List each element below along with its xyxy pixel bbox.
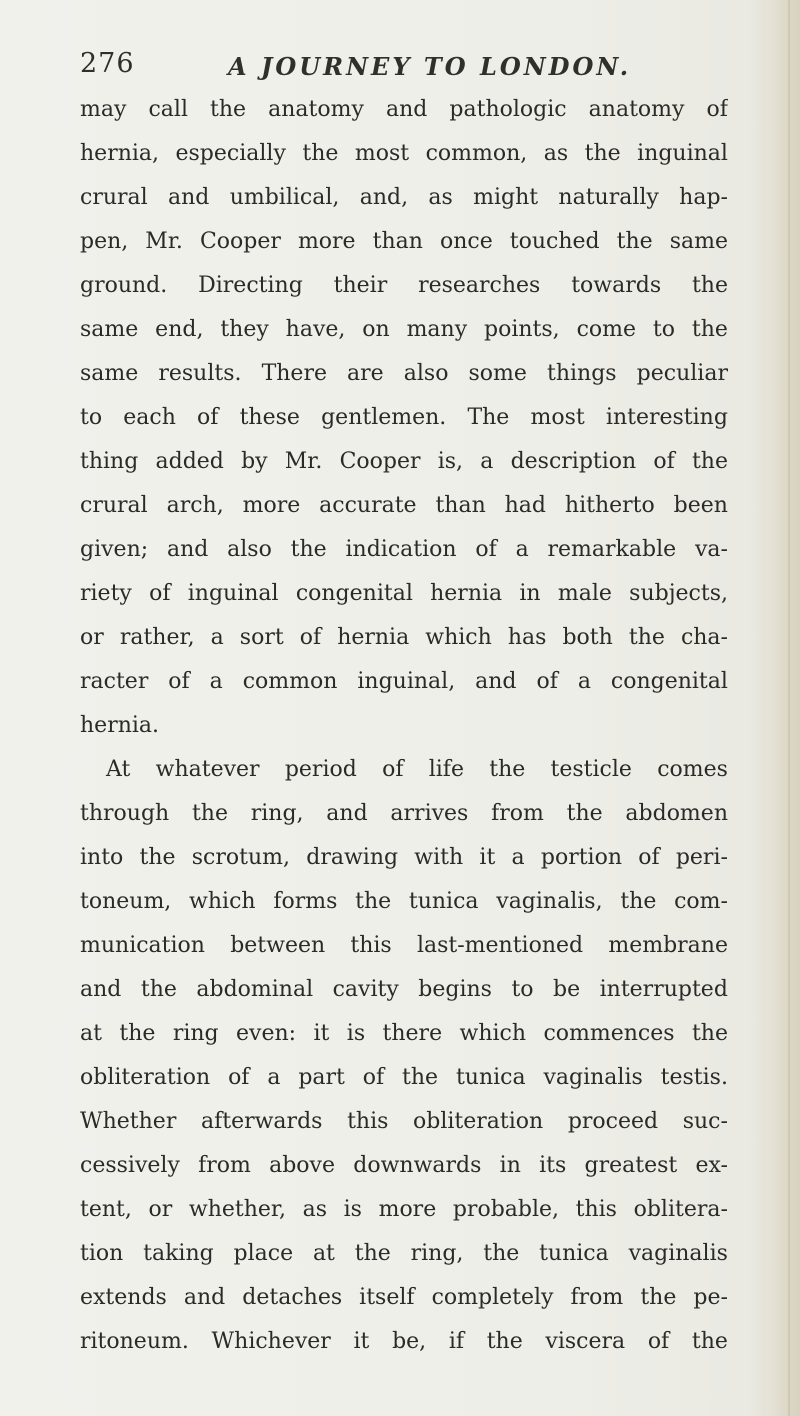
text-line: to each of these gentlemen. The most interesting bbox=[80, 405, 728, 430]
text-line: tion taking place at the ring, the tunica vaginalis bbox=[80, 1241, 728, 1266]
text-line: crural and umbilical, and, as might naturally hap- bbox=[80, 185, 728, 210]
text-line: may call the anatomy and pathologic anatomy of bbox=[80, 97, 728, 122]
running-head: A JOURNEY TO LONDON. bbox=[228, 52, 632, 81]
page-number: 276 bbox=[80, 48, 135, 79]
page-header bbox=[80, 48, 720, 88]
text-line: at the ring even: it is there which commences the bbox=[80, 1021, 728, 1046]
text-line: At whatever period of life the testicle comes bbox=[106, 757, 728, 782]
text-line: thing added by Mr. Cooper is, a description of the bbox=[80, 449, 728, 474]
text-line: given; and also the indication of a remarkable va- bbox=[80, 537, 728, 562]
text-line: through the ring, and arrives from the abdomen bbox=[80, 801, 728, 826]
text-line: obliteration of a part of the tunica vaginalis testis. bbox=[80, 1065, 728, 1090]
text-line: pen, Mr. Cooper more than once touched the same bbox=[80, 229, 728, 254]
text-line: racter of a common inguinal, and of a congenital bbox=[80, 669, 728, 694]
page-edge bbox=[752, 0, 800, 1416]
text-line: same end, they have, on many points, come to the bbox=[80, 317, 728, 342]
text-line: ground. Directing their researches towards the bbox=[80, 273, 728, 298]
text-line: toneum, which forms the tunica vaginalis, the com- bbox=[80, 889, 728, 914]
text-line: crural arch, more accurate than had hitherto been bbox=[80, 493, 728, 518]
text-line: hernia, especially the most common, as the inguinal bbox=[80, 141, 728, 166]
text-line: same results. There are also some things peculiar bbox=[80, 361, 728, 386]
text-line: cessively from above downwards in its greatest ex- bbox=[80, 1153, 728, 1178]
text-line: riety of inguinal congenital hernia in male subjects, bbox=[80, 581, 728, 606]
text-line: Whether afterwards this obliteration proceed suc- bbox=[80, 1109, 728, 1134]
text-line: and the abdominal cavity begins to be interrupted bbox=[80, 977, 728, 1002]
body-text bbox=[80, 88, 728, 1364]
text-line: hernia. bbox=[80, 713, 160, 738]
text-line: tent, or whether, as is more probable, this oblitera- bbox=[80, 1197, 728, 1222]
text-line: or rather, a sort of hernia which has both the cha- bbox=[80, 625, 728, 650]
text-line: into the scrotum, drawing with it a portion of peri- bbox=[80, 845, 728, 870]
text-line: ritoneum. Whichever it be, if the viscera of the bbox=[80, 1329, 728, 1354]
text-line: extends and detaches itself completely from the pe- bbox=[80, 1285, 728, 1310]
text-line: munication between this last-mentioned membrane bbox=[80, 933, 728, 958]
